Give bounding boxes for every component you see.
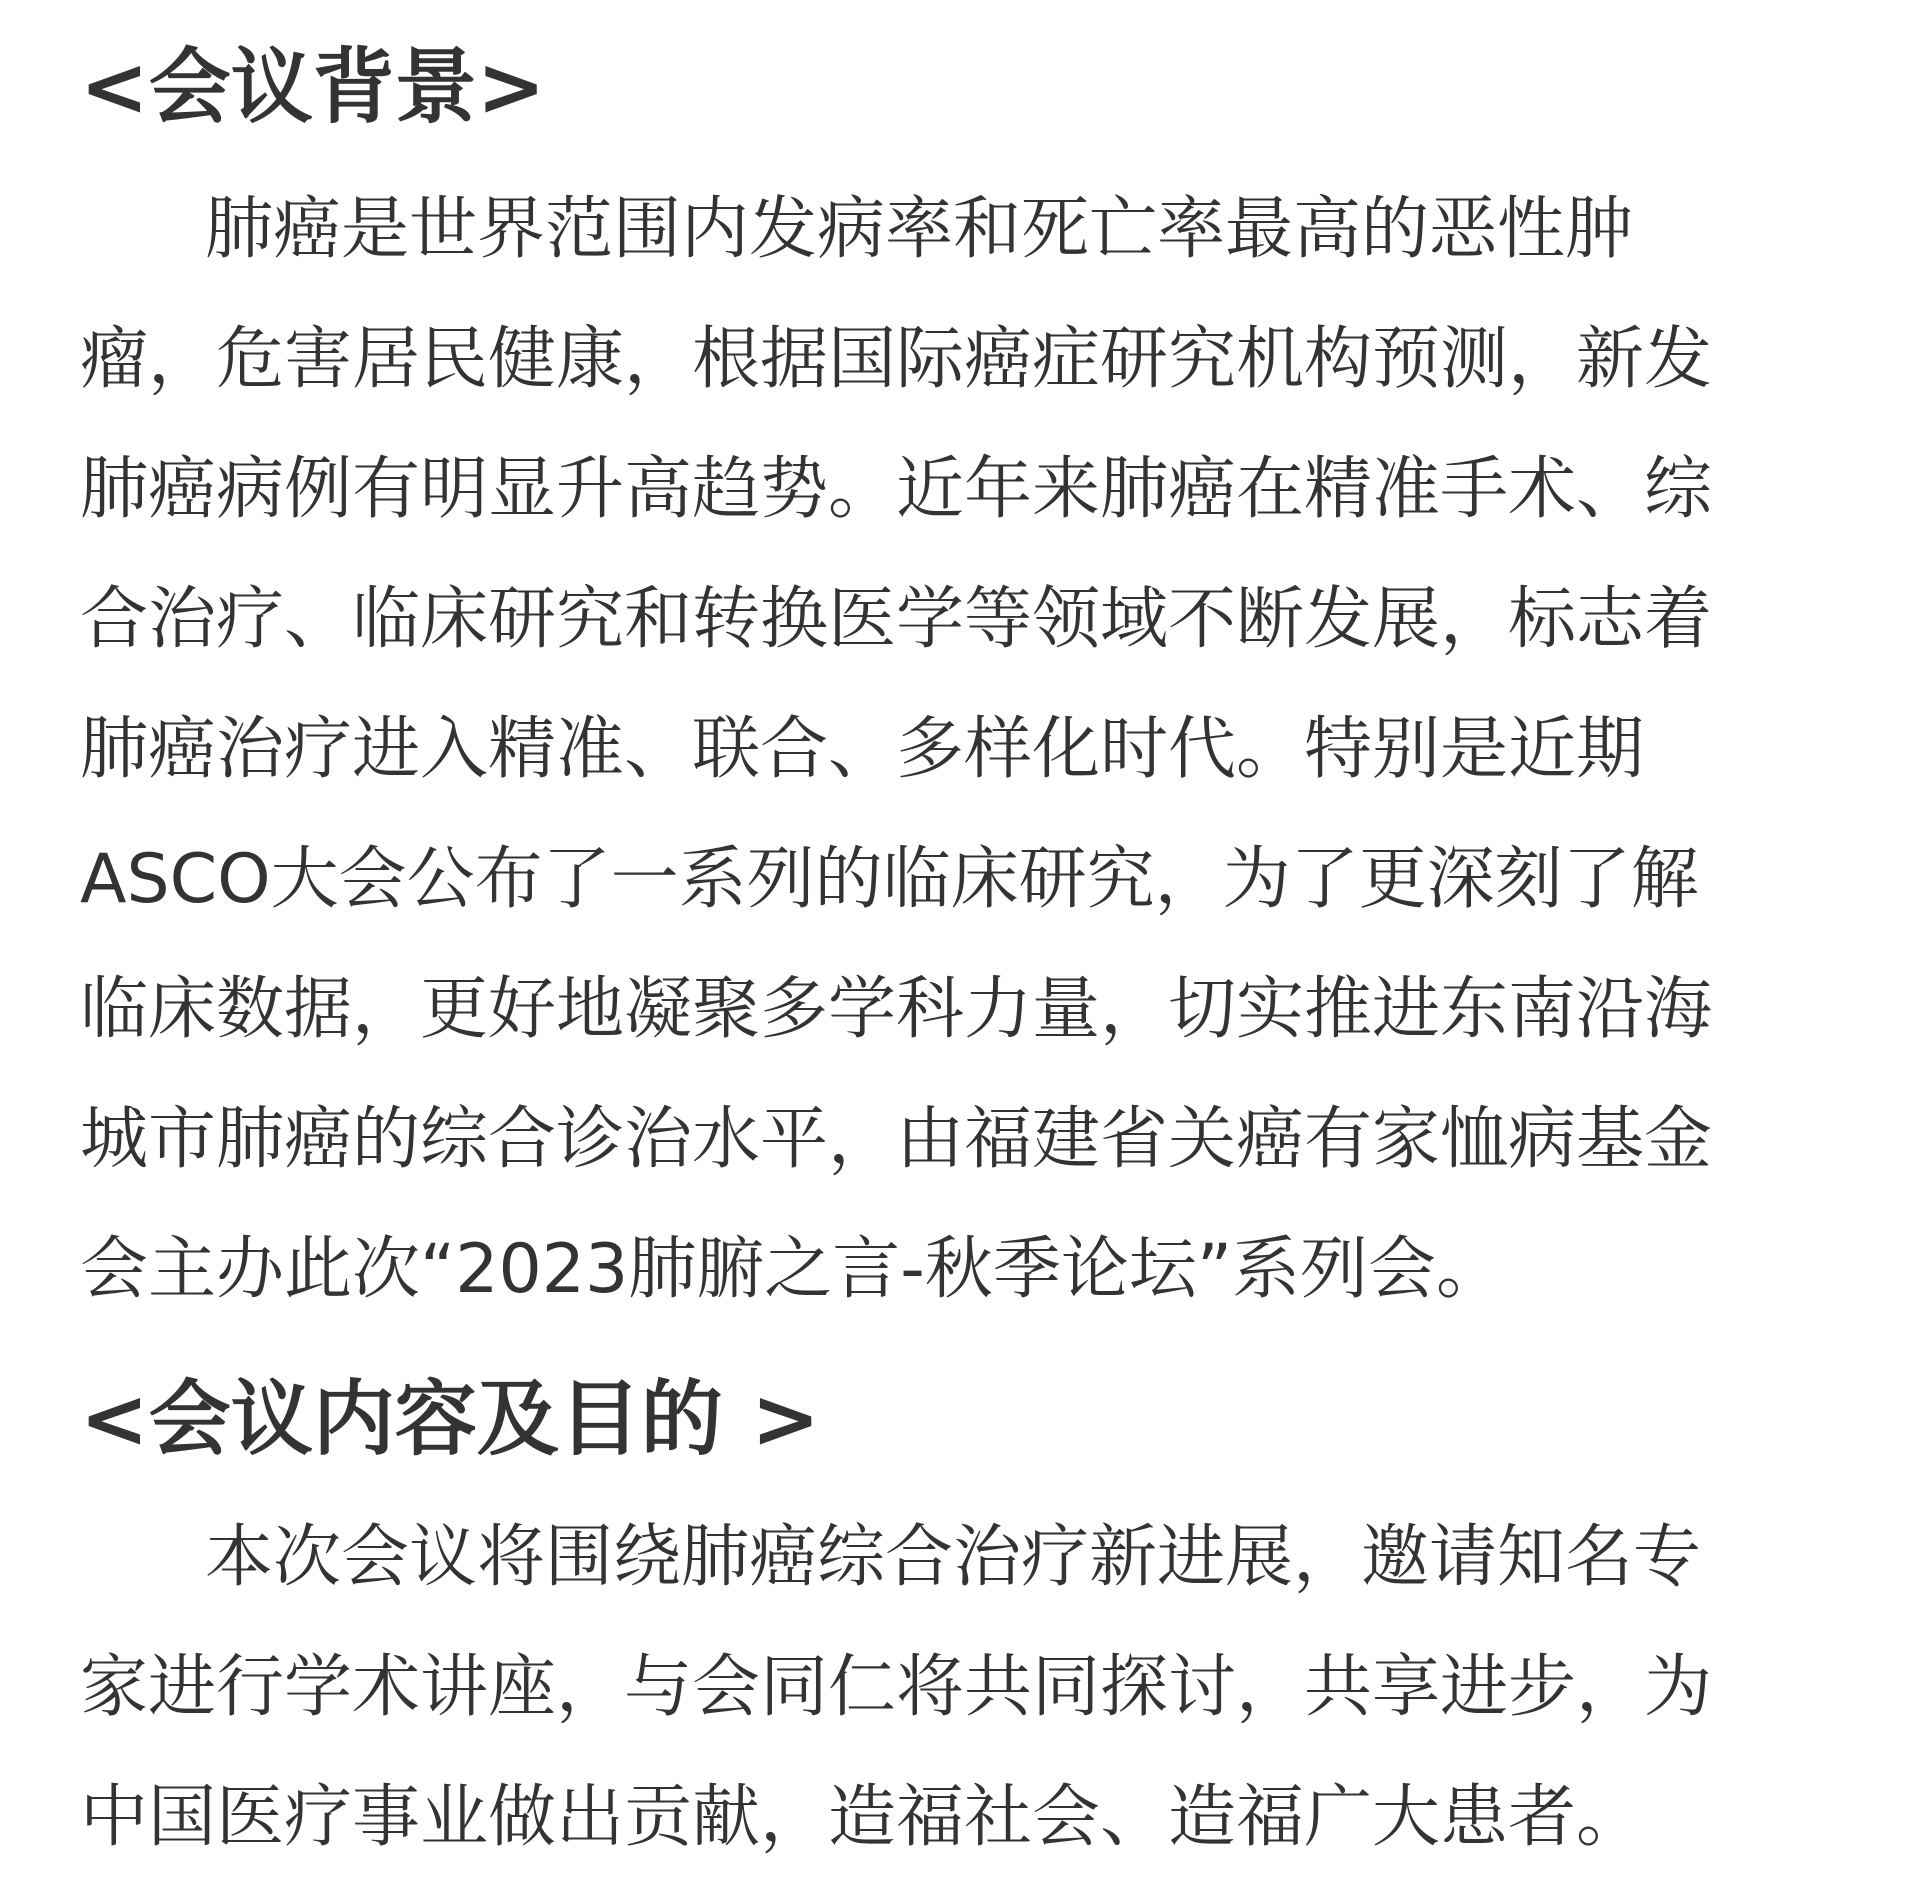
paragraph-line: 肺癌治疗进入精准、联合、多样化时代。特别是近期 — [80, 710, 1645, 789]
paragraph-line: 城市肺癌的综合诊治水平，由福建省关癌有家恤病基金 — [80, 1100, 1713, 1179]
paragraph-line: 中国医疗事业做出贡献，造福社会、造福广大患者。 — [80, 1778, 1645, 1857]
paragraph-line: 肺癌病例有明显升高趋势。近年来肺癌在精准手术、综 — [80, 450, 1713, 529]
paragraph-line: 家进行学术讲座，与会同仁将共同探讨，共享进步，为 — [80, 1648, 1713, 1727]
paragraph-line: 肺癌是世界范围内发病率和死亡率最高的恶性肿 — [205, 190, 1634, 269]
paragraph-line: 本次会议将围绕肺癌综合治疗新进展，邀请知名专 — [205, 1518, 1702, 1597]
section-heading-content-purpose: <会议内容及目的 > — [80, 1372, 820, 1467]
paragraph-line: 会主办此次“2023肺腑之言-秋季论坛”系列会。 — [80, 1230, 1505, 1309]
section-heading-background: <会议背景> — [80, 40, 546, 135]
paragraph-line: 瘤，危害居民健康，根据国际癌症研究机构预测，新发 — [80, 320, 1713, 399]
paragraph-line: ASCO大会公布了一系列的临床研究，为了更深刻了解 — [80, 840, 1699, 919]
paragraph-line: 临床数据，更好地凝聚多学科力量，切实推进东南沿海 — [80, 970, 1713, 1049]
paragraph-line: 合治疗、临床研究和转换医学等领域不断发展，标志着 — [80, 580, 1713, 659]
